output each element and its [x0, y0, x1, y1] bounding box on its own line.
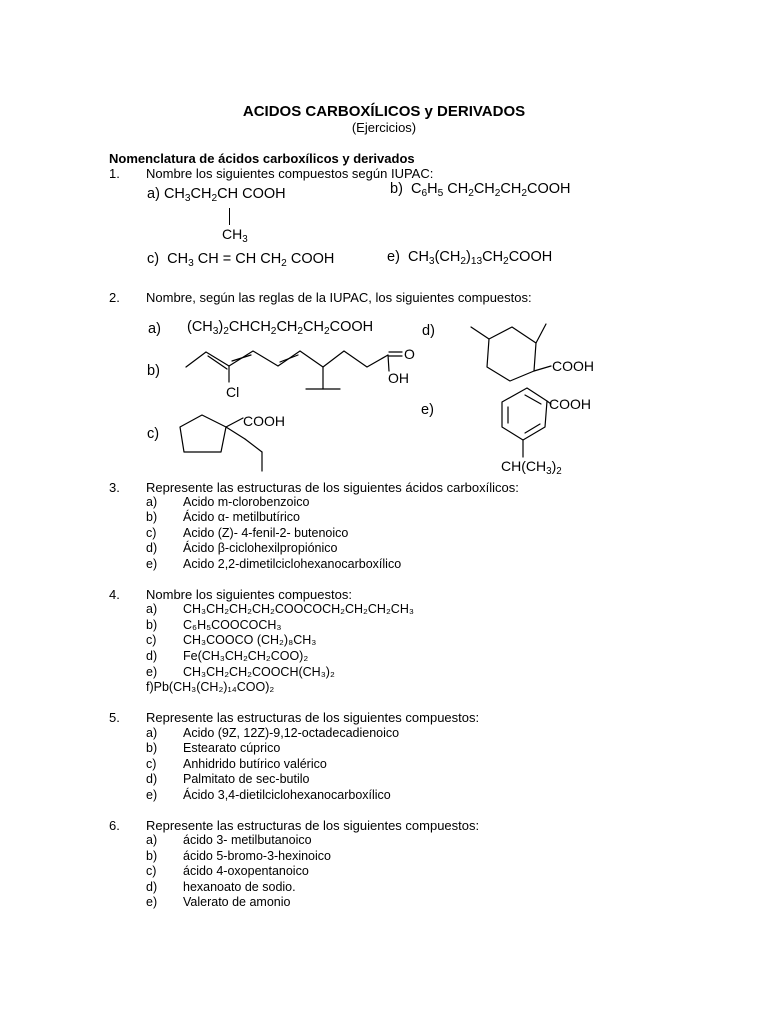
q2-e-cooh: COOH — [549, 396, 591, 412]
q2-d-structure — [471, 324, 551, 381]
q1-number: 1. — [109, 166, 120, 181]
q5-number: 5. — [109, 710, 120, 725]
q2-d-cooh: COOH — [552, 358, 594, 374]
q2-a-label: a) — [148, 321, 161, 337]
q1-b-label: b) — [390, 181, 403, 197]
q2-d-label: d) — [422, 323, 435, 339]
q2-c-cooh: COOH — [243, 413, 285, 429]
q1-e-label: e) — [387, 249, 400, 265]
q1-b-formula: $C_6H_5$ $CH_2CH_2CH_2COOH$ — [406, 181, 571, 199]
page-title: ACIDOS CARBOXÍLICOS y DERIVADOS — [242, 103, 526, 120]
q3-number: 3. — [109, 480, 120, 495]
q1-text: Nombre los siguientes compuestos según IUPAC: — [146, 166, 434, 181]
page-subtitle: (Ejercicios) — [351, 120, 417, 135]
q2-b-o: O — [404, 346, 415, 362]
q2-e-sub: $CH(CH_3)_2$ — [501, 458, 562, 477]
q2-c-label: c) — [147, 426, 160, 442]
q3-text: Represente las estructuras de los siguientes ácidos carboxílicos: — [146, 480, 519, 495]
q1-c-formula: $CH_3$ CH = CH $CH_2$ COOH — [163, 251, 335, 269]
q2-text: Nombre, según las reglas de la IUPAC, los siguientes compuestos: — [146, 290, 532, 305]
q2-e-structure — [502, 388, 551, 457]
q1-a-label: a) — [147, 186, 160, 202]
q2-e-label: e) — [421, 402, 434, 418]
q4-text: Nombre los siguientes compuestos: — [146, 587, 352, 602]
q1-e-formula: $CH_3(CH_2)_{13}CH_2COOH$ — [403, 249, 553, 267]
q4-number: 4. — [109, 587, 120, 602]
q2-b-label: b) — [147, 363, 160, 379]
q2-a-formula: $(CH_3)_2CHCH_2CH_2CH_2COOH$ — [187, 319, 374, 337]
q5-text: Represente las estructuras de los siguientes compuestos: — [146, 710, 480, 725]
section-heading: Nomenclatura de ácidos carboxílicos y derivados — [109, 151, 415, 166]
list-item: f)Pb(CH₃(CH₂)₁₄COO)₂ — [146, 680, 275, 694]
q2-b-cl: Cl — [226, 384, 240, 400]
q6-number: 6. — [109, 818, 120, 833]
q1-c-label: c) — [147, 251, 160, 267]
q1-a-branch: $CH_3$ — [222, 226, 248, 245]
q6-text: Represente las estructuras de los siguientes compuestos: — [146, 818, 480, 833]
q2-b-oh: OH — [388, 370, 409, 386]
q2-b-structure — [186, 351, 402, 389]
q1-a-formula: $CH_3CH_2CH$ COOH — [163, 186, 286, 204]
q2-number: 2. — [109, 290, 120, 305]
